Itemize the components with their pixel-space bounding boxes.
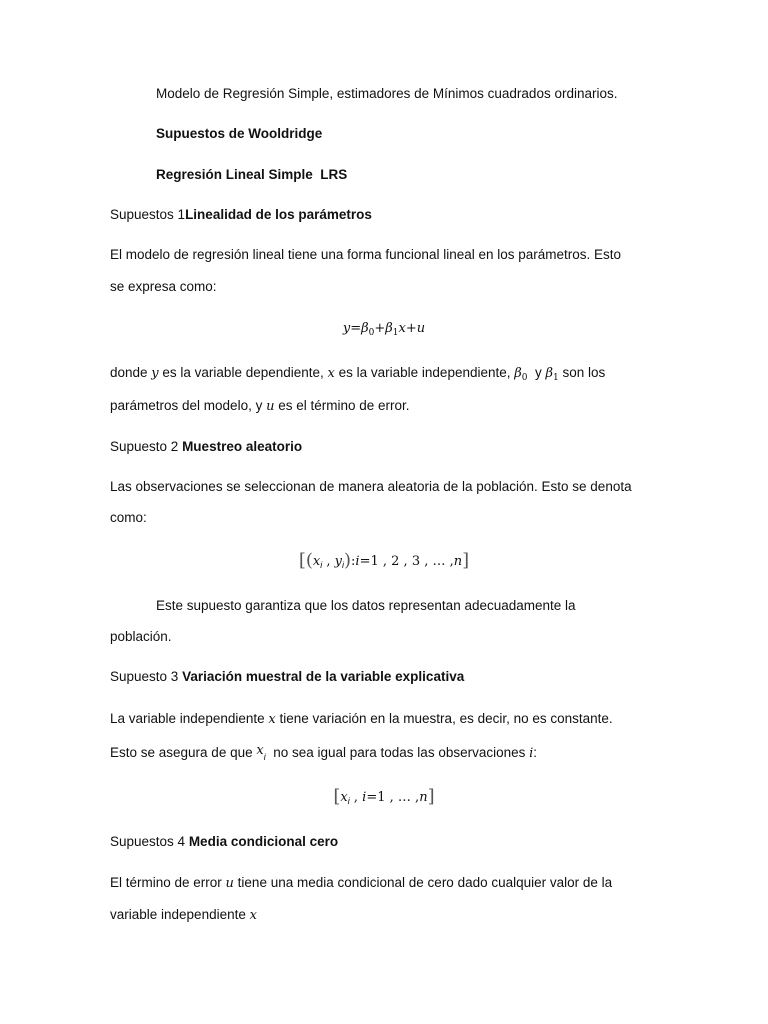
math-subscript: i [263,752,266,762]
eq-symbol: x [398,321,406,336]
eq-subscript: i [347,796,350,806]
eq-symbol: n [419,790,428,805]
math-subscript: 1 [553,373,559,383]
math-subscript: 0 [521,373,528,383]
eq-operator: : [351,554,356,569]
equation-variation [0,787,768,811]
eq-symbol: i [362,790,367,805]
eq-symbol: x [312,554,321,569]
math-symbol: x [256,743,264,758]
eq-subscript: 0 [368,328,375,338]
math-symbol: β [545,366,554,381]
eq-values: 1 , … , [377,790,420,805]
section-heading-supuesto-3 [110,668,464,686]
eq-operator: = [366,790,378,805]
eq-bracket: ) [343,550,352,571]
eq-operator: , [349,790,363,805]
paragraph-text: y [527,365,546,380]
math-symbol: x [327,366,335,381]
paragraph-text: no sea igual para todas las observaciones [265,745,530,760]
paragraph-line [110,509,147,527]
paragraph-line [110,710,613,729]
heading-wooldridge-text: Supuestos de Wooldridge [156,126,323,141]
section-title: Muestreo aleatorio [182,439,303,454]
math-symbol: u [266,399,275,414]
paragraph-text: El modelo de regresión lineal tiene una forma funcional lineal en los parámetros. Esto [110,247,622,262]
math-symbol: β [514,366,522,381]
section-prefix: Supuesto 2 [110,439,183,454]
heading-wooldridge [156,125,322,143]
eq-bracket: [ [333,786,341,807]
paragraph-text: Esto se asegura de que [110,745,257,760]
section-heading-supuesto-1 [110,206,372,224]
paragraph-text: tiene una media condicional de cero dado cualquier valor de la [233,875,613,890]
eq-bracket: ( [305,550,313,571]
eq-bracket: ] [427,786,435,807]
eq-symbol: n [453,554,463,569]
eq-subscript: 1 [392,328,399,338]
eq-subscript: i [341,560,344,570]
subtitle-text: Modelo de Regresión Simple, estimadores de Mínimos cuadrados ordinarios. [156,86,618,101]
section-prefix: Supuestos 1 [110,207,186,222]
eq-operator: , [322,554,335,569]
math-symbol: i [529,746,534,761]
section-prefix: Supuestos 4 [110,834,189,849]
eq-symbol: i [355,554,360,569]
paragraph-text: es la variable independiente, [334,365,515,380]
paragraph-line [110,906,257,925]
heading-lrs [156,166,347,184]
math-symbol: y [151,366,159,381]
section-title: Variación muestral de la variable explicativa [182,669,465,684]
paragraph-text: donde [110,365,152,380]
paragraph-line [110,628,172,646]
document-subtitle [156,85,617,103]
paragraph-line [156,597,576,615]
paragraph-text: es el término de error. [274,398,410,413]
section-title: Linealidad de los parámetros [185,207,372,222]
paragraph-line [110,478,632,496]
eq-symbol: β [385,321,393,336]
section-heading-supuesto-2 [110,438,302,456]
eq-operator: + [405,321,417,336]
eq-operator: + [374,321,386,336]
section-title: Media condicional cero [188,834,339,849]
section-heading-supuesto-4 [110,833,338,851]
paragraph-line [110,874,612,893]
eq-operator: = [359,554,371,569]
eq-symbol: β [361,321,369,336]
eq-operator: = [350,321,362,336]
paragraph-line [110,278,217,296]
paragraph-text: son los [558,365,606,380]
eq-symbol: y [342,321,351,336]
eq-values: 1 , 2 , 3 , … , [370,554,454,569]
paragraph-text: población. [110,629,172,644]
math-symbol: x [268,712,276,727]
math-symbol: u [225,876,234,891]
paragraph-text: parámetros del modelo, y [110,398,267,413]
paragraph-text: La variable independiente [110,711,269,726]
eq-symbol: y [334,554,342,569]
heading-lrs-text: Regresión Lineal Simple LRS [156,167,348,182]
section-prefix: Supuesto 3 [110,669,183,684]
paragraph-text: variable independiente [110,907,250,922]
eq-bracket: ] [462,550,470,571]
paragraph-text: El término de error [110,875,226,890]
paragraph-line [110,742,537,766]
eq-bracket: [ [298,550,306,571]
paragraph-text: se expresa como: [110,279,217,294]
paragraph-text: Este supuesto garantiza que los datos representan adecuadamente la [156,598,576,613]
paragraph-text: Las observaciones se seleccionan de manera aleatoria de la población. Esto se denota [110,479,632,494]
paragraph-line [110,364,605,387]
eq-symbol: u [416,321,426,336]
paragraph-line [110,246,621,264]
paragraph-text: es la variable dependiente, [158,365,328,380]
eq-symbol: x [340,790,348,805]
eq-subscript: i [320,560,323,570]
paragraph-text: como: [110,510,147,525]
paragraph-text: tiene variación en la muestra, es decir, no es constante. [275,711,613,726]
paragraph-line [110,397,410,416]
equation-linear-model [0,318,768,343]
math-symbol: x [249,908,257,923]
equation-random-sample [0,551,768,575]
paragraph-text: : [533,745,538,760]
